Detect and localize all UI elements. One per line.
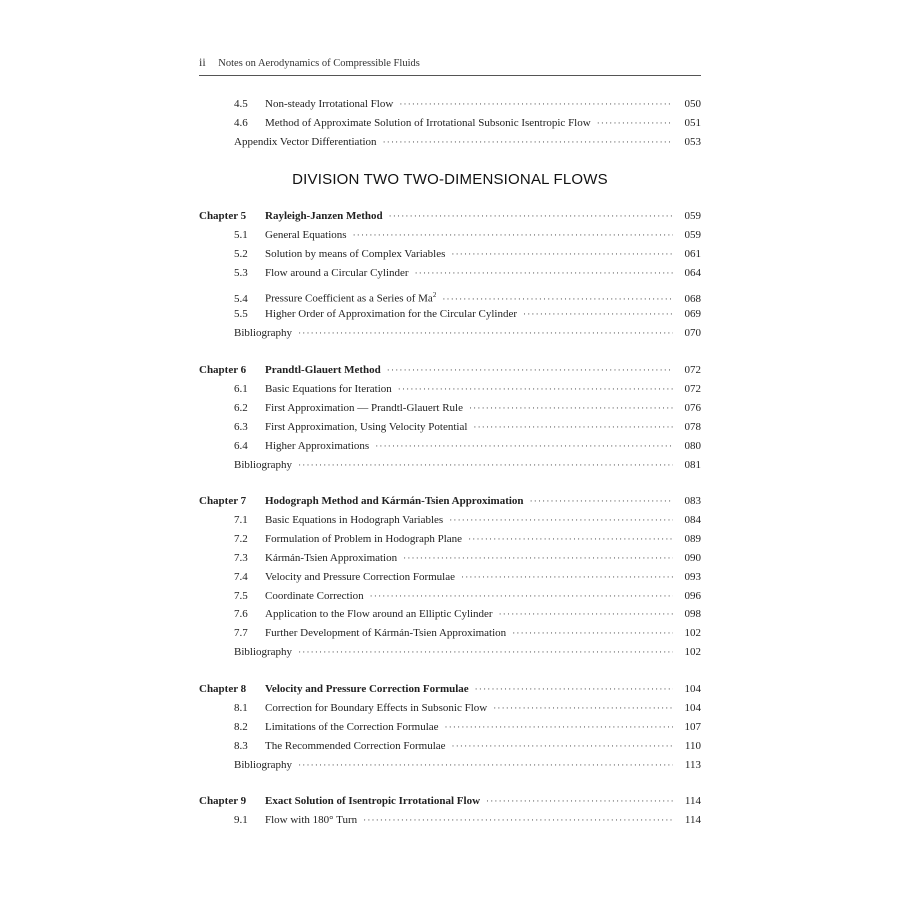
dot-leader: [298, 325, 673, 341]
dot-leader: [473, 419, 673, 435]
page-number: 051: [684, 117, 701, 129]
dot-leader: [597, 115, 673, 131]
section-title: Higher Approximations: [265, 440, 370, 452]
page-number: 083: [684, 495, 701, 507]
chapter-title: Hodograph Method and Kármán-Tsien Approximation: [265, 495, 524, 507]
dot-leader: [475, 681, 673, 697]
section-title: First Approximation, Using Velocity Potential: [265, 421, 468, 433]
toc-bibliography-6[interactable]: [199, 457, 701, 473]
toc-section-8-3[interactable]: [199, 738, 701, 754]
section-number: 5.5: [234, 308, 248, 320]
toc-section-5-2[interactable]: [199, 246, 701, 262]
header-book-title: Notes on Aerodynamics of Compressible Fluids: [218, 58, 420, 69]
page-number: 096: [684, 590, 701, 602]
page-number: 059: [684, 210, 701, 222]
section-title: The Recommended Correction Formulae: [265, 740, 446, 752]
toc-chapter-6[interactable]: [199, 362, 701, 378]
page-number: 072: [684, 364, 701, 376]
section-number: 8.3: [234, 740, 248, 752]
section-title: Flow around a Circular Cylinder: [265, 267, 409, 279]
toc-section-8-1[interactable]: [199, 700, 701, 716]
page-number: 093: [684, 571, 701, 583]
dot-leader: [383, 134, 673, 150]
dot-leader: [452, 738, 673, 754]
page-number: 070: [684, 327, 701, 339]
section-number: 7.4: [234, 571, 248, 583]
page-number: 080: [684, 440, 701, 452]
running-header: [199, 55, 699, 70]
section-number: 6.2: [234, 402, 248, 414]
dot-leader: [399, 96, 673, 112]
header-page-number: ii: [199, 55, 206, 69]
page-number: 084: [684, 514, 701, 526]
bibliography-label: Bibliography: [234, 327, 293, 339]
section-title: [265, 287, 436, 307]
page-number: 098: [684, 608, 701, 620]
toc-chapter-8[interactable]: [199, 681, 701, 697]
dot-leader: [493, 700, 673, 716]
chapter-title: Rayleigh-Janzen Method: [265, 210, 383, 222]
header-rule: [199, 75, 701, 76]
toc-chapter-5[interactable]: [199, 208, 701, 224]
section-title: Solution by means of Complex Variables: [265, 248, 446, 260]
toc-section-7-5[interactable]: [199, 588, 701, 604]
page-number: 102: [684, 627, 701, 639]
dot-leader: [370, 588, 673, 604]
section-title-text: Pressure Coefficient as a Series of Ma: [265, 292, 433, 305]
bibliography-label: Bibliography: [234, 459, 293, 471]
page-number: 069: [684, 308, 701, 320]
page-number: 072: [684, 383, 701, 395]
dot-leader: [363, 812, 673, 828]
dot-leader: [451, 246, 673, 262]
section-title: Application to the Flow around an Elliptic Cylinder: [265, 608, 493, 620]
chapter-label: Chapter 6: [199, 364, 247, 376]
page-number: 061: [684, 248, 701, 260]
section-number: 7.2: [234, 533, 248, 545]
toc-section-7-3[interactable]: [199, 550, 701, 566]
toc-section-7-4[interactable]: [199, 569, 701, 585]
section-number: 5.1: [234, 229, 248, 241]
section-title: General Equations: [265, 229, 347, 241]
page-number: 076: [684, 402, 701, 414]
section-number: 7.6: [234, 608, 248, 620]
dot-leader: [449, 512, 673, 528]
dot-leader: [523, 306, 673, 322]
toc-section-7-1[interactable]: [199, 512, 701, 528]
chapter-label: Chapter 8: [199, 683, 247, 695]
bibliography-label: Bibliography: [234, 759, 293, 771]
page-number: 081: [684, 459, 701, 471]
dot-leader: [499, 606, 673, 622]
dot-leader: [387, 362, 673, 378]
section-number: 5.4: [234, 292, 248, 305]
section-number: 5.3: [234, 267, 248, 279]
dot-leader: [298, 757, 673, 773]
bibliography-label: Bibliography: [234, 646, 293, 658]
page-number: 090: [684, 552, 701, 564]
section-number: 6.4: [234, 440, 248, 452]
dot-leader: [375, 438, 673, 454]
section-title: Non-steady Irrotational Flow: [265, 98, 394, 110]
toc-section-6-4[interactable]: [199, 438, 701, 454]
page-number: 104: [684, 702, 701, 714]
toc-chapter-9[interactable]: [199, 793, 701, 809]
page-number: 059: [684, 229, 701, 241]
chapter-title: Velocity and Pressure Correction Formulae: [265, 683, 469, 695]
section-title: Correction for Boundary Effects in Subsonic Flow: [265, 702, 488, 714]
division-heading: DIVISION TWO TWO-DIMENSIONAL FLOWS: [292, 171, 608, 188]
page-number: 110: [684, 740, 701, 752]
dot-leader: [468, 531, 673, 547]
page-number: 050: [684, 98, 701, 110]
section-number: 5.2: [234, 248, 248, 260]
appendix-title: Appendix Vector Differentiation: [234, 136, 377, 148]
toc-section-7-2[interactable]: [199, 531, 701, 547]
page-number: 078: [684, 421, 701, 433]
toc-section-7-6[interactable]: [199, 606, 701, 622]
section-title: Higher Order of Approximation for the Circular Cylinder: [265, 308, 518, 320]
page-number: 068: [684, 292, 701, 305]
section-title: Coordinate Correction: [265, 590, 364, 602]
dot-leader: [353, 227, 673, 243]
section-number: 8.2: [234, 721, 248, 733]
section-number: 7.1: [234, 514, 248, 526]
section-title: Further Development of Kármán-Tsien Approximation: [265, 627, 507, 639]
page-number: 053: [684, 136, 701, 148]
page-number: 107: [684, 721, 701, 733]
page-number: 114: [684, 814, 701, 826]
superscript: 2: [432, 291, 437, 299]
page-number: 089: [684, 533, 701, 545]
toc-section-5-3[interactable]: [199, 265, 701, 281]
toc-section-5-1[interactable]: [199, 227, 701, 243]
dot-leader: [486, 793, 673, 809]
toc-section-5-5[interactable]: [199, 306, 701, 322]
toc-section-4-6[interactable]: [199, 115, 701, 131]
toc-bibliography-8[interactable]: [199, 757, 701, 773]
chapter-title: Prandtl-Glauert Method: [265, 364, 381, 376]
section-number: 4.6: [234, 117, 248, 129]
dot-leader: [398, 381, 673, 397]
toc-bibliography-5[interactable]: [199, 325, 701, 341]
toc-section-6-1[interactable]: [199, 381, 701, 397]
dot-leader: [298, 457, 673, 473]
chapter-label: Chapter 7: [199, 495, 247, 507]
dot-leader: [512, 625, 673, 641]
page-number: 113: [684, 759, 701, 771]
dot-leader: [403, 550, 673, 566]
toc-section-9-1[interactable]: [199, 812, 701, 828]
chapter-label: Chapter 9: [199, 795, 247, 807]
chapter-title: Exact Solution of Isentropic Irrotational Flow: [265, 795, 481, 807]
toc-section-5-4[interactable]: [199, 287, 701, 303]
page-number: 102: [684, 646, 701, 658]
section-title: Kármán-Tsien Approximation: [265, 552, 398, 564]
chapter-label: Chapter 5: [199, 210, 247, 222]
dot-leader: [298, 644, 673, 660]
section-title: Method of Approximate Solution of Irrotational Subsonic Isentropic Flow: [265, 117, 591, 129]
section-number: 4.5: [234, 98, 248, 110]
section-title: First Approximation — Prandtl-Glauert Rule: [265, 402, 463, 414]
dot-leader: [389, 208, 673, 224]
section-number: 7.7: [234, 627, 248, 639]
section-title: Velocity and Pressure Correction Formulae: [265, 571, 456, 583]
section-number: 6.1: [234, 383, 248, 395]
section-title: Flow with 180° Turn: [265, 814, 358, 826]
section-number: 7.3: [234, 552, 248, 564]
section-title: Basic Equations for Iteration: [265, 383, 392, 395]
toc-section-6-2[interactable]: [199, 400, 701, 416]
dot-leader: [445, 719, 673, 735]
section-number: 8.1: [234, 702, 248, 714]
toc-section-4-5[interactable]: [199, 96, 701, 112]
dot-leader: [461, 569, 673, 585]
page-number: 114: [684, 795, 701, 807]
section-number: 9.1: [234, 814, 248, 826]
dot-leader: [530, 493, 673, 509]
section-number: 7.5: [234, 590, 248, 602]
toc-section-6-3[interactable]: [199, 419, 701, 435]
section-title: Basic Equations in Hodograph Variables: [265, 514, 444, 526]
toc-bibliography-7[interactable]: [199, 644, 701, 660]
page-number: 064: [684, 267, 701, 279]
section-number: 6.3: [234, 421, 248, 433]
toc-chapter-7[interactable]: [199, 493, 701, 509]
toc-appendix[interactable]: [199, 134, 701, 150]
section-title: Formulation of Problem in Hodograph Plane: [265, 533, 463, 545]
dot-leader: [442, 291, 673, 307]
dot-leader: [469, 400, 673, 416]
toc-section-8-2[interactable]: [199, 719, 701, 735]
dot-leader: [415, 265, 673, 281]
page-number: 104: [684, 683, 701, 695]
toc-section-7-7[interactable]: [199, 625, 701, 641]
section-title: Limitations of the Correction Formulae: [265, 721, 439, 733]
